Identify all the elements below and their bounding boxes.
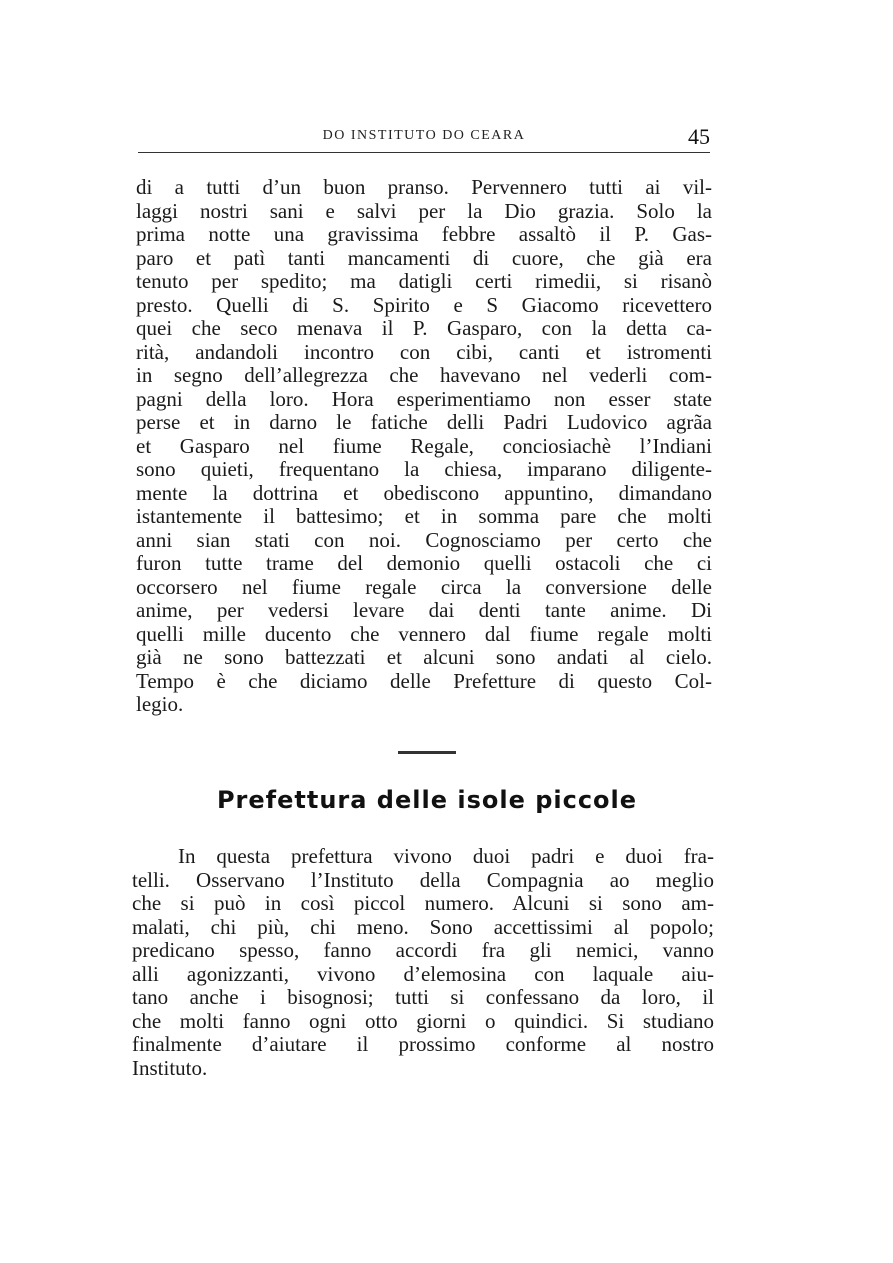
page-number: 45 [688,124,710,149]
text-line: presto. Quelli di S. Spirito e S Giacomo ricevettero [136,292,712,317]
text-line: prima notte una gravissima febbre assaltò il P. Gas- [136,222,712,246]
text-line: già ne sono battezzati et alcuni sono andati al cielo. [136,645,712,669]
text-line: pagni della loro. Hora esperimentiamo non esser state [136,386,712,411]
text-line: laggi nostri sani e salvi per la Dio grazia. Solo la [136,198,712,223]
running-head [138,124,710,148]
header-rule [138,152,710,153]
paragraph-1 [136,176,712,717]
text-line: paro et patì tanti mancamenti di cuore, che già era [136,245,712,270]
text-line: furon tutte trame del demonio quelli ostacoli che ci [136,551,712,575]
text-line: sono quieti, frequentano la chiesa, imparano diligente- [136,457,712,481]
section-heading: Prefettura delle isole piccole [216,786,638,814]
text-line: legio. [136,692,184,716]
text-line: anime, per vedersi levare dai denti tante anime. Di [136,598,712,622]
text-line: occorsero nel fiume regale circa la conversione delle [136,574,712,599]
text-line: Tempo è che diciamo delle Prefetture di questo Col- [136,668,712,693]
text-line: anni sian stati con noi. Cognosciamo per certo che [136,527,712,552]
text-line: quelli mille ducento che vennero dal fiume regale molti [136,621,712,646]
text-line: rità, andandoli incontro con cibi, canti et istromenti [136,339,712,364]
text-line: che si può in così piccol numero. Alcuni si sono am- [132,891,714,915]
paragraph-2 [132,845,714,1080]
text-line: in segno dell’allegrezza che havevano nel vederli com- [136,363,712,387]
text-line: alli agonizzanti, vivono d’elemosina con laquale aiu- [132,961,714,986]
text-line: quei che seco menava il P. Gasparo, con la detta ca- [136,316,712,340]
text-line: et Gasparo nel fiume Regale, conciosiachè l’Indiani [136,433,712,458]
text-line: finalmente d’aiutare il prossimo conforme al nostro [132,1032,714,1056]
text-line: perse et in darno le fatiche delli Padri Ludovico agrãa [136,410,712,434]
text-line: istantemente il battesimo; et in somma pare che molti [136,504,712,528]
text-line: mente la dottrina et obediscono appuntino, dimandano [136,480,712,505]
text-line: In questa prefettura vivono duoi padri e duoi fra- [178,844,714,868]
section-divider [398,751,456,754]
text-line: telli. Osservano l’Instituto della Compagnia ao meglio [132,867,714,892]
text-line: tano anche i bisognosi; tutti si confessano da loro, il [132,985,714,1009]
running-title: DO INSTITUTO DO CEARA [322,128,526,143]
text-line: predicano spesso, fanno accordi fra gli nemici, vanno [132,938,714,962]
text-line: Instituto. [132,1055,208,1080]
text-line: malati, chi più, chi meno. Sono accettissimi al popolo; [132,914,714,939]
text-line: che molti fanno ogni otto giorni o quindici. Si studiano [132,1008,714,1033]
text-line: di a tutti d’un buon pranso. Pervennero tutti ai vil- [136,175,712,199]
text-line: tenuto per spedito; ma datigli certi rimedii, si risanò [136,269,712,293]
